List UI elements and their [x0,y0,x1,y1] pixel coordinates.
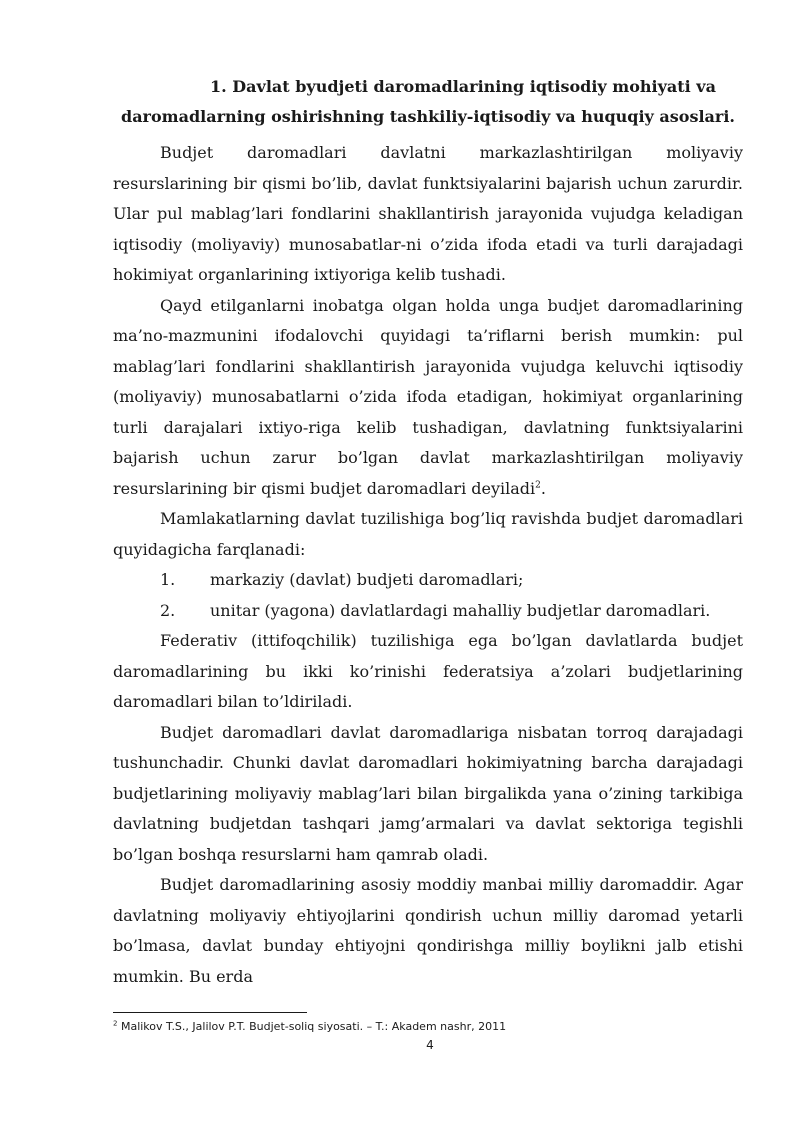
paragraph-2-text: Qayd etilganlarni inobatga olgan holda unga budjet daromadlarining ma’no-mazmunini ifodalovchi quyidagi ta’riflarni berish mumkin: pul mablag’lari fondlarini shakllantirish jarayonida vujudga keluvchi iqtisodiy (moliyaviy) munosabatlarni o’zida ifoda etadigan, hokimiyat organlarining turli darajalari ixtiyo-riga kelib tushadigan, davlatning funktsiyalarini bajarish uchun zarur bo’lgan davlat markazlashtirilgan moliyaviy resurslarining bir qismi budjet daromadlari deyiladi [113,295,743,498]
paragraph-5: Budjet daromadlari davlat daromadlariga nisbatan torroq darajadagi tushunchadir. Chunki davlat daromadlari hokimiyatning barcha darajadagi budjetlarining moliyaviy mablag’lari bilan birgalikda yana o’zining tarkibiga davlatning budjetdan tashqari jamg’armalari va davlat sektoriga tegishli bo’lgan boshqa resurslarni ham qamrab oladi. [113,722,743,864]
list-item [113,565,743,596]
footnote-divider [113,1012,307,1013]
paragraph-4: Federativ (ittifoqchilik) tuzilishiga ega bo’lgan davlatlarda budjet daromadlarining bu ikki ko’rinishi federatsiya a’zolari budjetlarining daromadlari bilan to’ldiriladi. [113,631,743,711]
paragraph-6: Budjet daromadlarining asosiy moddiy manbai milliy daromaddir. Agar davlatning moliyaviy ehtiyojlarini qondirish uchun milliy daromad yetarli bo’lmasa, davlat bunday ehtiyojni qondirishga milliy boylikni jalb etishi mumkin. Bu erda [113,875,743,986]
list-item [113,596,743,627]
footnote [113,1020,743,1033]
footnote-text: Malikov T.S., Jalilov P.T. Budjet-soliq siyosati. – T.: Akadem nashr, 2011 [117,1020,507,1033]
body-text [113,138,743,992]
list-item-text: unitar (yagona) davlatlardagi mahalliy budjetlar daromadlari. [210,600,711,620]
footnote-mark: 2 [113,1019,118,1028]
list-item-text: markaziy (davlat) budjeti daromadlari; [210,570,524,589]
list-item-number: 1. [160,570,176,589]
paragraph-2-end: . [540,478,546,498]
page-number: 4 [426,1038,434,1052]
section-heading [113,72,743,132]
footnote-reference: 2 [535,480,541,491]
heading-line-2: daromadlarning oshirishning tashkiliy-iqtisodiy va huquqiy asoslari. [121,107,735,126]
paragraph-3: Mamlakatlarning davlat tuzilishiga bog’liq ravishda budjet daromadlari quyidagicha farqlanadi: [113,509,743,559]
paragraph-2 [113,291,743,505]
paragraph-1: Budjet daromadlari davlatni markazlashtirilgan moliyaviy resurslarining bir qismi bo’lib, davlat funktsiyalarini bajarish uchun zarurdir. Ular pul mablag’lari fondlarini shakllantirish jarayonida vujudga keladigan iqtisodiy (moliyaviy) munosabatlar-ni o’zida ifoda etadi va turli darajadagi hokimiyat organlarining ixtiyoriga kelib tushadi. [113,143,743,284]
list-item-number: 2. [160,600,176,620]
heading-line-1: 1. Davlat byudjeti daromadlarining iqtisodiy mohiyati va [210,77,716,96]
